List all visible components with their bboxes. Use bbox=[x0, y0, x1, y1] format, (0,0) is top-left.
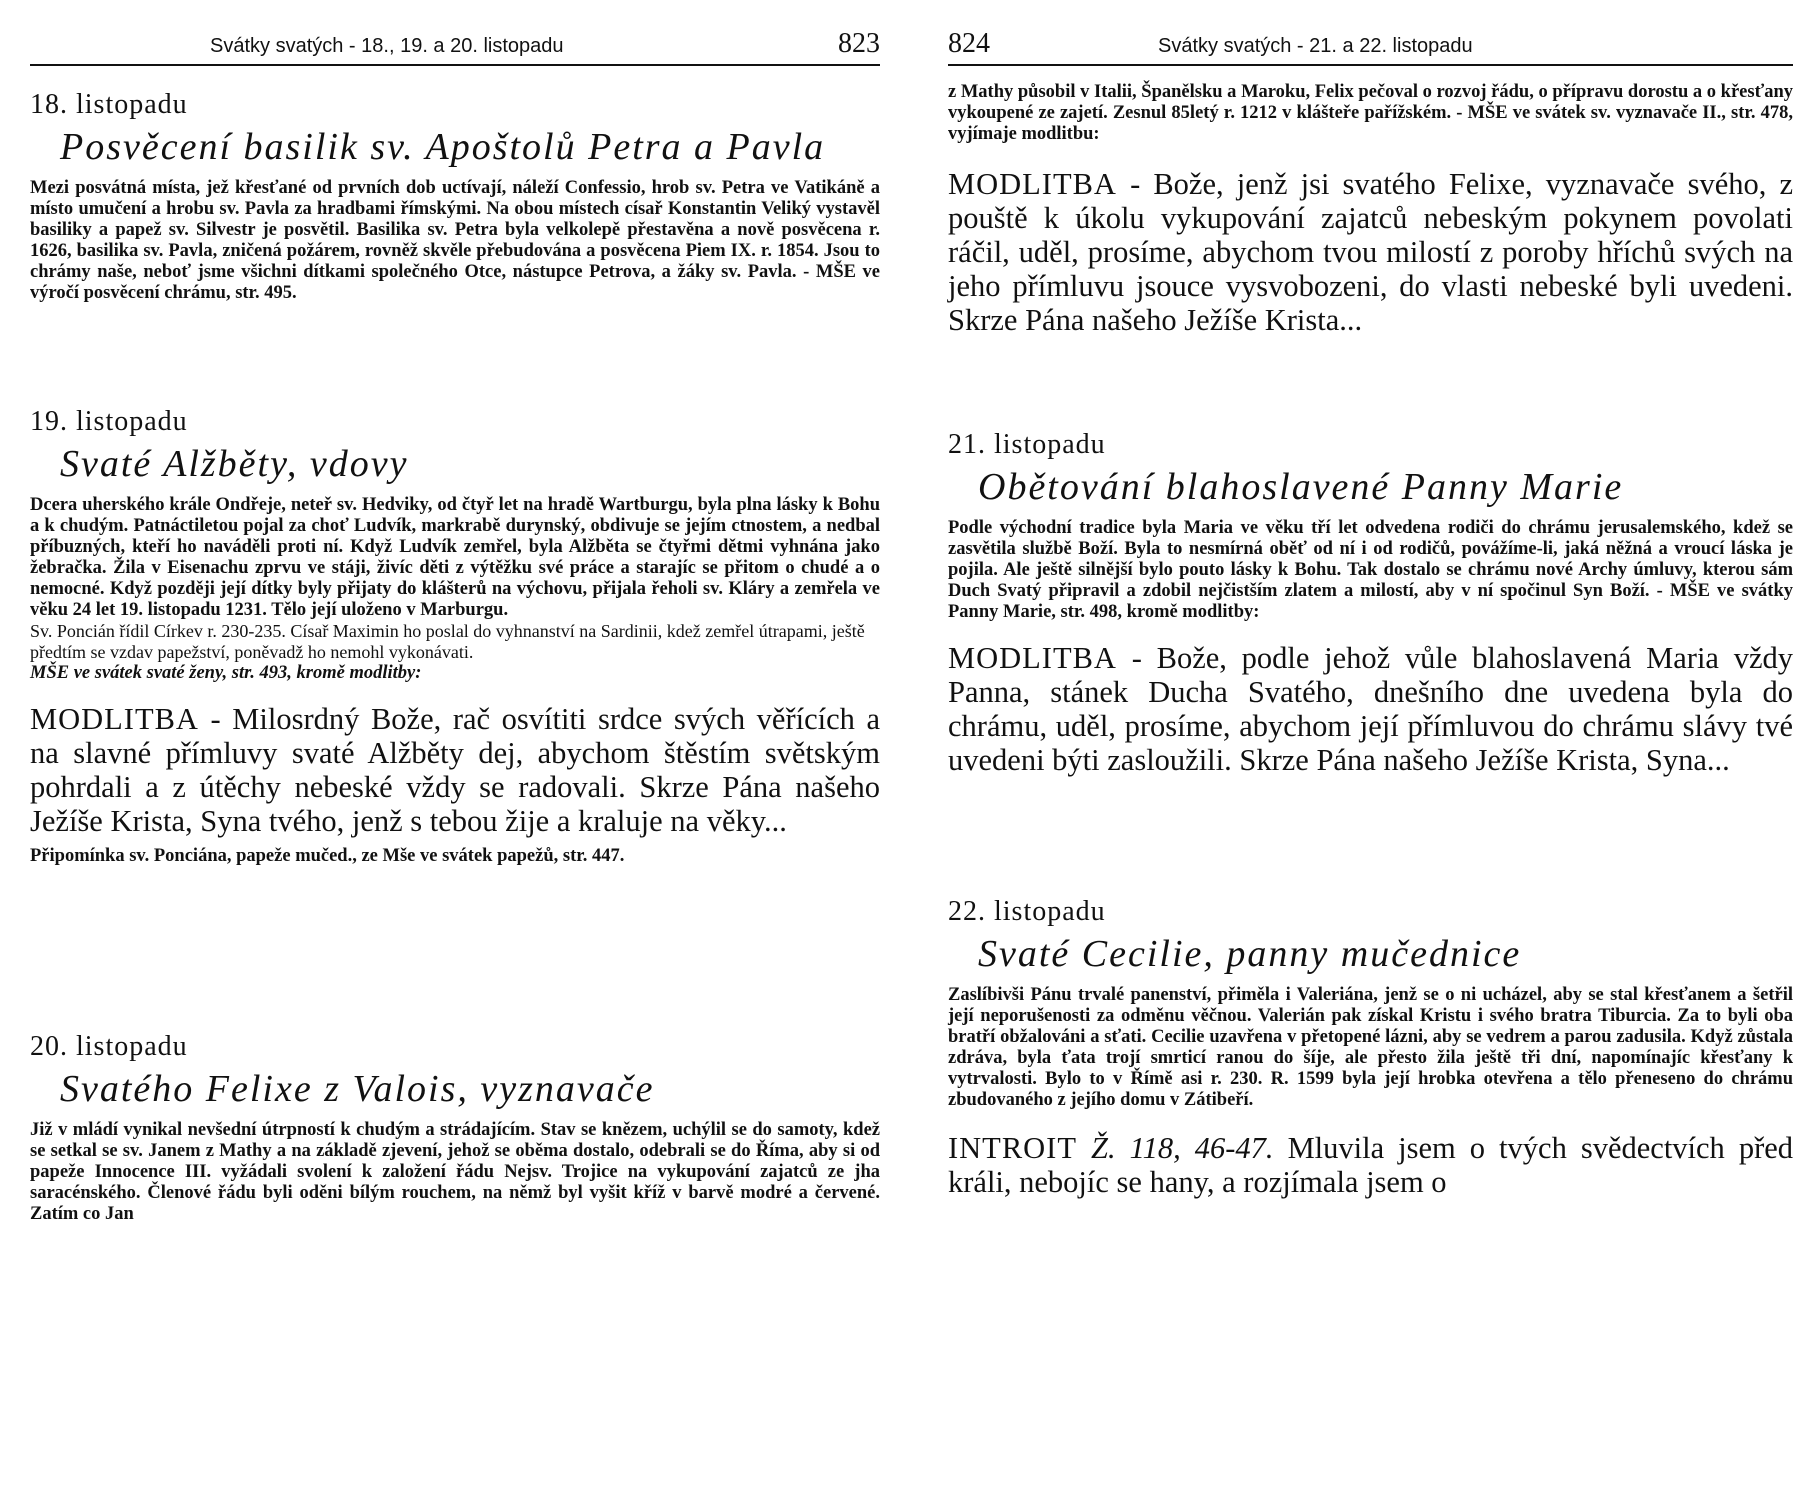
section-body: Dcera uherského krále Ondřeje, neteř sv. Hedviky, od čtyř let na hradě Wartburgu, byla plna lásky k Bohu a k chudým. Patnáctiletou pojal za choť Ludvík, markrabě durynský, obdivuje se jejím ctnostem, a nedbal příbuzných, kteří ho naváděli proti ní. Když Ludvík zemřel, byla Alžběta se čtyřmi dětmi vyhnána jako žebračka. Žila v Eisenachu zprvu ve stáji, živíc děti z výtěžku své práce a starajíc se přitom o chudé a o nemocné. Když později její dítky byly přijaty do klášterů na výchovu, přijala řeholi sv. Kláry a zemřela ve věku 24 let 19. listopadu 1231. Tělo její uloženo v Marburgu. bbox=[30, 495, 880, 620]
prayer-label: MODLITBA bbox=[948, 167, 1117, 201]
section-date: 19. listopadu bbox=[30, 406, 188, 437]
prayer-label: MODLITBA bbox=[30, 702, 199, 736]
introit-reference: Ž. 118, 46-47. bbox=[1091, 1131, 1274, 1165]
section-title: Svaté Alžběty, vdovy bbox=[60, 443, 409, 485]
section-date: 22. listopadu bbox=[948, 896, 1106, 927]
introit-text: Mluvila jsem o tvých svědectvích před králi, nebojíc se hany, a rozjímala jsem o bbox=[948, 1131, 1794, 1199]
section-date: 20. listopadu bbox=[30, 1031, 188, 1062]
prayer-text: - Bože, jenž jsi svatého Felixe, vyznavače svého, z pouště k úkolu vykupování zajatců nebeským pokynem povolati ráčil, uděl, prosíme, abychom tvou milostí z poroby hříchů svých na jeho přímluvu jsouce vysvobozeni, do vlasti nebeské byli uvedeni. Skrze Pána našeho Ježíše Krista... bbox=[948, 167, 1793, 337]
section-nov-21 bbox=[948, 428, 1793, 777]
section-nov-19 bbox=[30, 405, 880, 867]
section-nov-22 bbox=[948, 895, 1793, 1199]
prayer-label: MODLITBA bbox=[948, 641, 1117, 675]
left-running-header bbox=[30, 22, 880, 66]
left-page-number: 823 bbox=[838, 28, 880, 59]
commemoration-note: Připomínka sv. Ponciána, papeže mučed., ze Mše ve svátek papežů, str. 447. bbox=[30, 846, 625, 866]
section-mass-note: MŠE ve svátek svaté ženy, str. 493, kromě modlitby: bbox=[30, 663, 422, 683]
section-body: Podle východní tradice byla Maria ve věku tří let odvedena rodiči do chrámu jerusalemského, kdež se zasvětila službě Boží. Byla to nesmírná oběť od ní i od rodičů, povážíme-li, jaká něžná a vroucí láska je pojila. Ale ještě silnější bylo pouto lásky k Bohu. Tak dostalo se chrámu nové Archy úmluvy, kterou sám Duch Svatý připravil a zdobil nejčistším zlatem a milostí, aby v ní spočinul Syn Boží. - MŠE ve svátky Panny Marie, str. 498, kromě modlitby: bbox=[948, 518, 1793, 622]
right-running-header bbox=[948, 22, 1793, 66]
introit-block bbox=[948, 1131, 1793, 1199]
right-page bbox=[948, 0, 1793, 1500]
section-title: Obětování blahoslavené Panny Marie bbox=[978, 466, 1624, 508]
continuation-block bbox=[948, 82, 1793, 337]
left-page bbox=[30, 0, 880, 1500]
section-note: Sv. Poncián řídil Církev r. 230-235. Císař Maximin ho poslal do vyhnanství na Sardinii, kdež zemřel útrapami, ještě předtím se vzdav papežství, poněvadž ho nemohl vykonávati. bbox=[30, 621, 865, 662]
right-header-title: Svátky svatých - 21. a 22. listopadu bbox=[1158, 35, 1473, 57]
section-title: Posvěcení basilik sv. Apoštolů Petra a Pavla bbox=[60, 126, 826, 168]
section-title: Svatého Felixe z Valois, vyznavače bbox=[60, 1068, 655, 1110]
prayer-block bbox=[30, 702, 880, 838]
section-date: 21. listopadu bbox=[948, 429, 1106, 460]
continuation-text: z Mathy působil v Italii, Španělsku a Maroku, Felix pečoval o rozvoj řádu, o přípravu dorostu a o křesťany vykoupené ze zajetí. Zesnul 85letý r. 1212 v klášteře pařížském. - MŠE ve svátek sv. vyznavače II., str. 478, vyjímaje modlitbu: bbox=[948, 82, 1793, 144]
section-body: Zaslíbivši Pánu trvalé panenství, přiměla i Valeriána, jenž se o ni ucházel, aby se stal křesťanem a šetřil její neporušenosti za odměnu věčnou. Valerián pak získal Kristu i svého bratra Tiburcia. Za to byli oba bratří obžalováni a sťati. Cecilie uzavřena v přetopené lázni, aby se vedrem a parou zadusila. Když zůstala zdráva, byla ťata trojí smrticí ranou do šíje, ale přesto žila ještě tři dní, napomínajíc křesťany k vytrvalosti. Bylo to v Římě asi r. 230. R. 1599 byla její hrobka otevřena a tělo přeneseno do chrámu zbudovaného z jejího domu v Zátibeří. bbox=[948, 985, 1793, 1110]
right-page-number: 824 bbox=[948, 28, 990, 59]
section-body: Mezi posvátná místa, jež křesťané od prvních dob uctívají, náleží Confessio, hrob sv. Petra ve Vatikáně a místo umučení a hrobu sv. Pavla za hradbami římskými. Na obou místech císař Konstantin Veliký vystavěl basiliky a papež sv. Silvestr je posvětil. Basilika sv. Petra byla velkolepě přestavěna a nově posvěcena r. 1626, basilika sv. Pavla, zničená požárem, rovněž skvěle přebudována a posvěcena Piem IX. r. 1854. Jsou to chrámy naše, neboť jsme všichni dítkami společného Otce, nástupce Petrova, a žáky sv. Pavla. - MŠE ve výročí posvěcení chrámu, str. 495. bbox=[30, 178, 880, 303]
prayer-block bbox=[948, 167, 1793, 337]
section-nov-20 bbox=[30, 1030, 880, 1225]
left-header-title: Svátky svatých - 18., 19. a 20. listopadu bbox=[210, 35, 564, 57]
prayer-text: - Bože, podle jehož vůle blahoslavená Maria vždy Panna, stánek Ducha Svatého, dnešního dne uvedena byla do chrámu, uděl, prosíme, abychom její přímluvou do chrámu slávy tvé uvedeni býti zasloužili. Skrze Pána našeho Ježíše Krista, Syna... bbox=[948, 641, 1793, 777]
section-nov-18 bbox=[30, 88, 880, 304]
section-date: 18. listopadu bbox=[30, 89, 188, 120]
introit-label: INTROIT bbox=[948, 1131, 1077, 1165]
section-body: Již v mládí vynikal nevšední útrpností k chudým a strádajícím. Stav se knězem, uchýlil se do samoty, kdež se setkal se sv. Janem z Mathy a na základě zjevení, jehož se oběma dostalo, odebrali se do Říma, aby si od papeže Innocence III. vyžádali svolení k založení řádu Nejsv. Trojice na vykupování zajatců ze jha saracénského. Členové řádu byli oděni bílým rouchem, na němž byl vyšit kříž v barvě modré a červené. Zatím co Jan bbox=[30, 1120, 880, 1224]
section-title: Svaté Cecilie, panny mučednice bbox=[978, 933, 1522, 975]
prayer-text: - Milosrdný Bože, rač osvítiti srdce svých věřících a na slavné přímluvy svaté Alžběty dej, abychom štěstím světským pohrdali a z útěchy nebeské vždy se radovali. Skrze Pána našeho Ježíše Krista, Syna tvého, jenž s tebou žije a kraluje na věky... bbox=[30, 702, 880, 838]
prayer-block bbox=[948, 641, 1793, 777]
